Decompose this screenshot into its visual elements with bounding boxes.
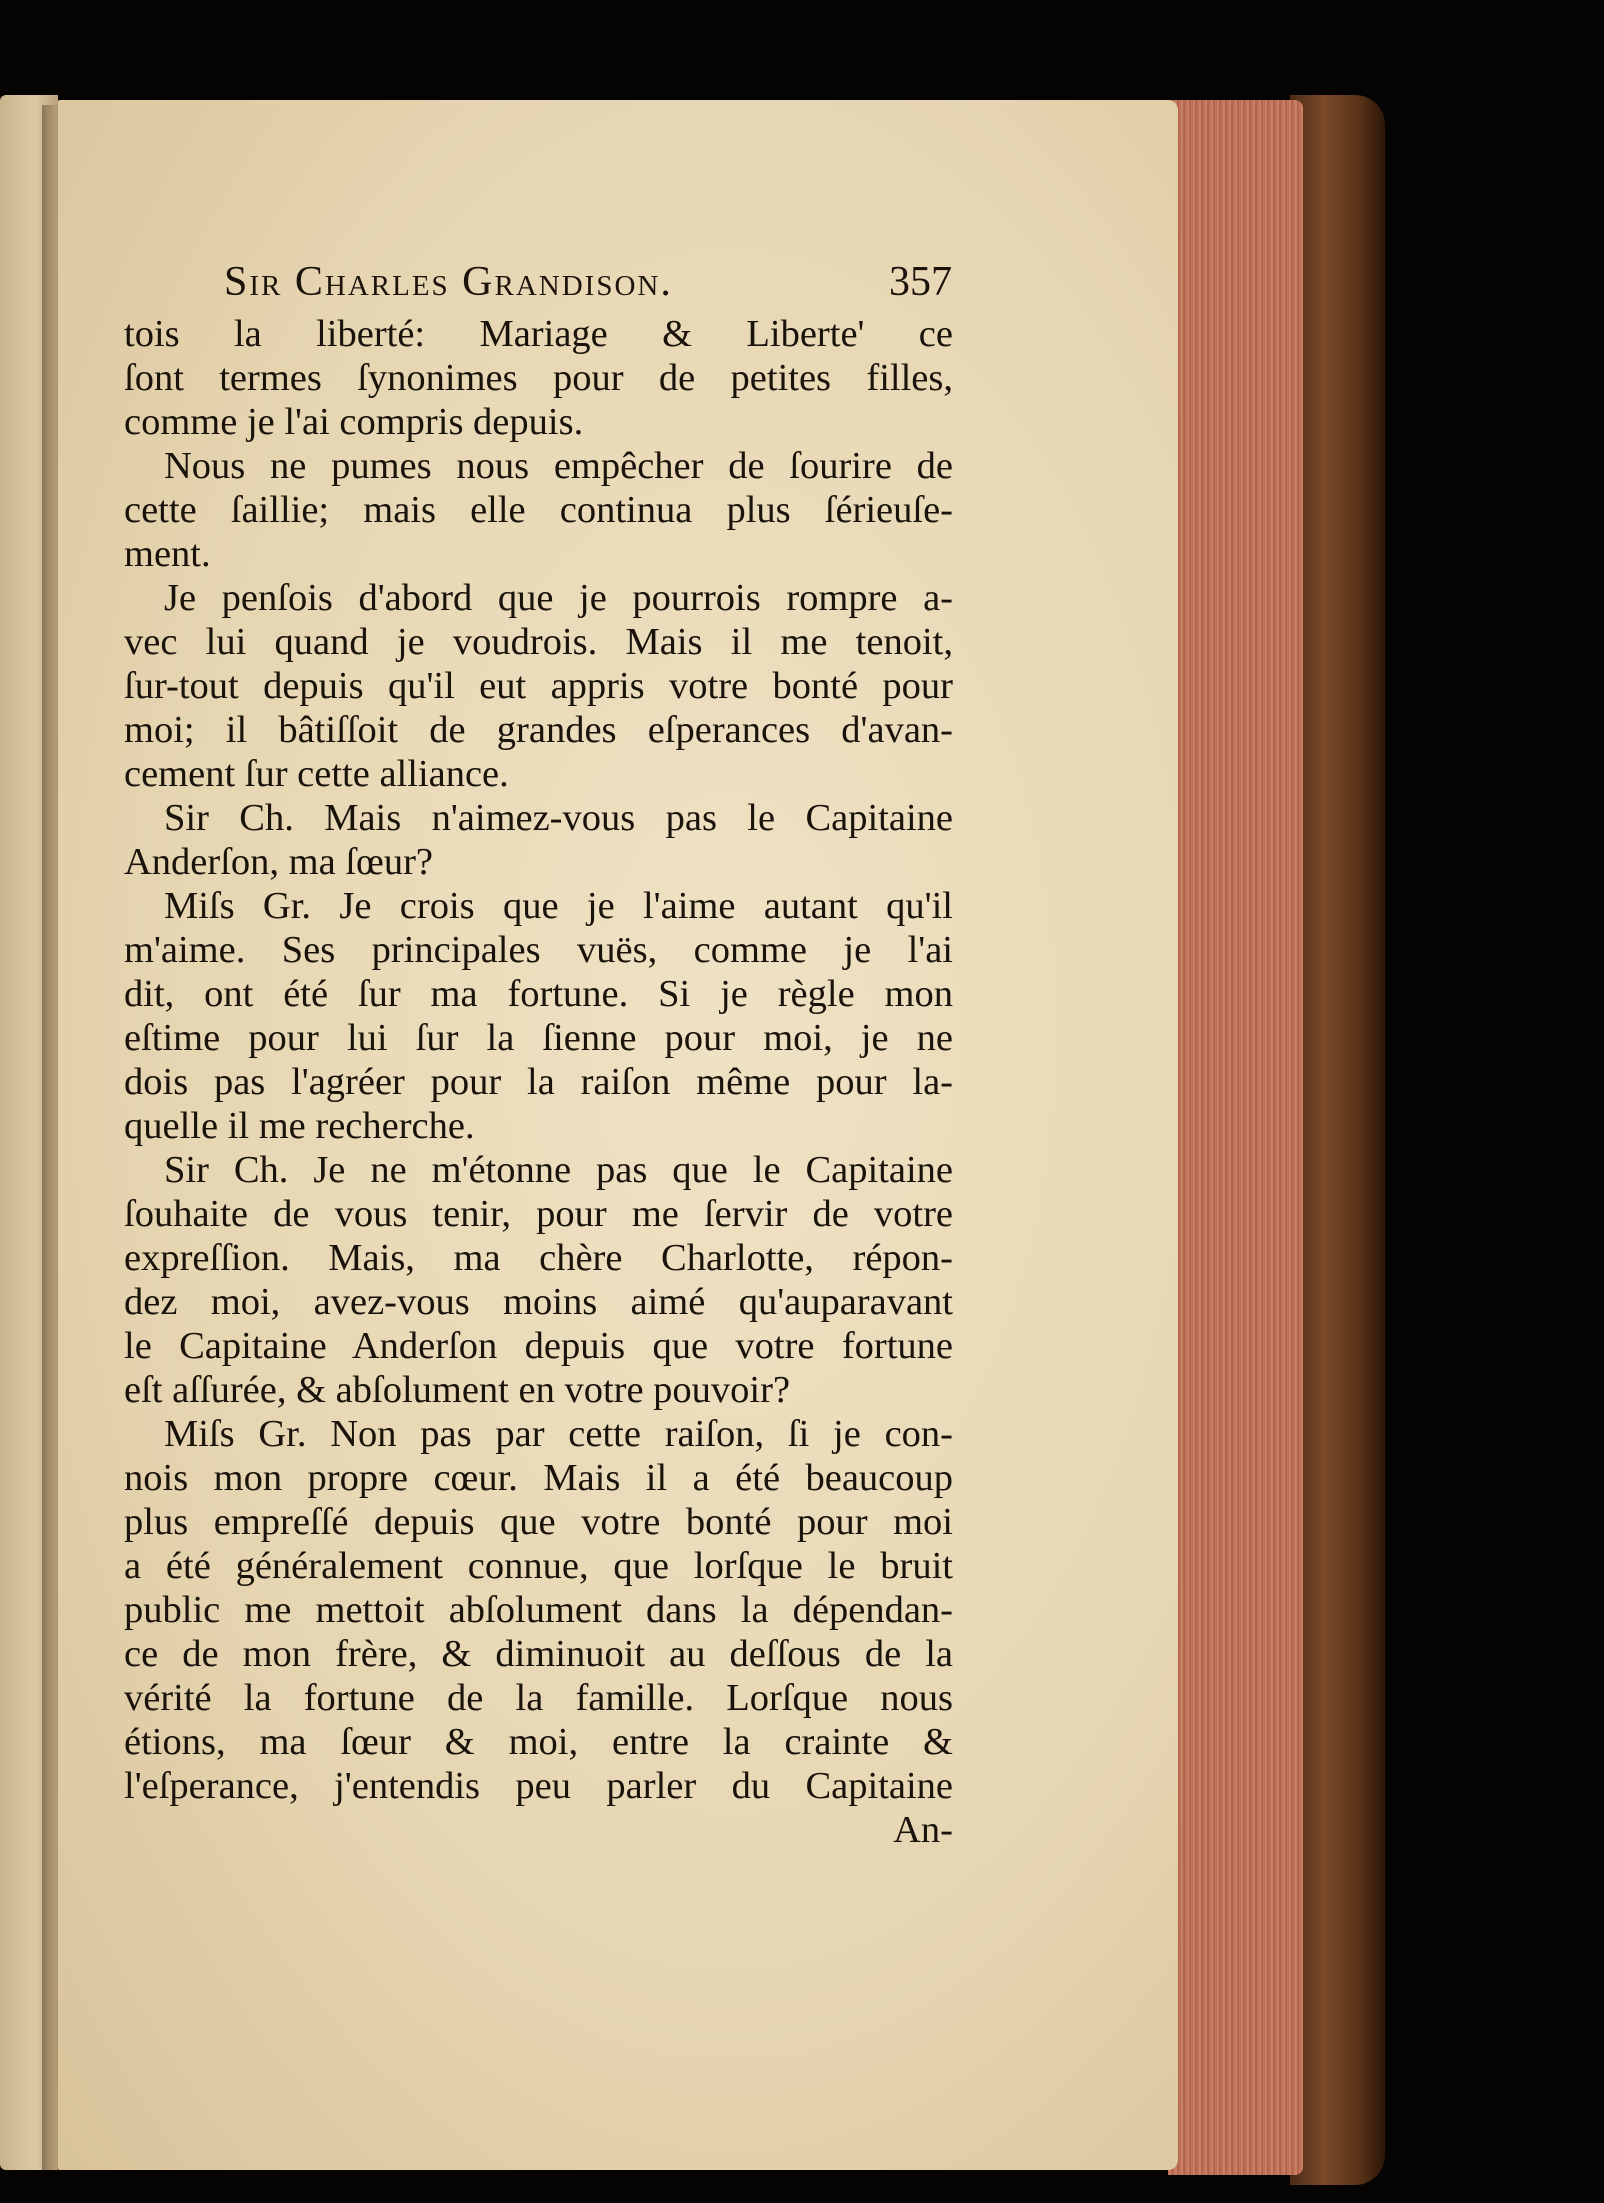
text-line: dois pas l'agréer pour la raiſon même pour la- bbox=[124, 1061, 953, 1103]
text-line: étions, ma ſœur & moi, entre la crainte & bbox=[124, 1721, 953, 1763]
text-line: vec lui quand je voudrois. Mais il me tenoit, bbox=[124, 621, 953, 663]
text-line: vérité la fortune de la famille. Lorſque nous bbox=[124, 1677, 953, 1719]
text-line: a été généralement connue, que lorſque le bruit bbox=[124, 1545, 953, 1587]
text-line: Nous ne pumes nous empêcher de ſourire de bbox=[164, 445, 953, 487]
text-line: ſur-tout depuis qu'il eut appris votre bonté pour bbox=[124, 665, 953, 707]
text-line: le Capitaine Anderſon depuis que votre fortune bbox=[124, 1325, 953, 1367]
text-line: ce de mon frère, & diminuoit au deſſous de la bbox=[124, 1633, 953, 1675]
text-line: eſt aſſurée, & abſolument en votre pouvoir? bbox=[124, 1369, 791, 1411]
text-line: dez moi, avez-vous moins aimé qu'auparavant bbox=[124, 1281, 953, 1323]
text-line: l'eſperance, j'entendis peu parler du Capitaine bbox=[124, 1765, 953, 1807]
text-line: plus empreſſé depuis que votre bonté pour moi bbox=[124, 1501, 953, 1543]
text-line: Je penſois d'abord que je pourrois rompre a- bbox=[164, 577, 953, 619]
text-line: nois mon propre cœur. Mais il a été beaucoup bbox=[124, 1457, 953, 1499]
text-line: Miſs Gr. Je crois que je l'aime autant qu'il bbox=[164, 885, 953, 927]
text-line: public me mettoit abſolument dans la dépendan- bbox=[124, 1589, 953, 1631]
text-line: quelle il me recherche. bbox=[124, 1105, 475, 1147]
catchword: An- bbox=[893, 1809, 953, 1851]
text-line: ſouhaite de vous tenir, pour me ſervir de votre bbox=[124, 1193, 953, 1235]
text-line: ſont termes ſynonimes pour de petites filles, bbox=[124, 357, 953, 399]
text-line: expreſſion. Mais, ma chère Charlotte, répon- bbox=[124, 1237, 953, 1279]
body-text bbox=[124, 312, 953, 1852]
text-line: cement ſur cette alliance. bbox=[124, 753, 509, 795]
book-cover bbox=[1290, 95, 1385, 2185]
text-line: eſtime pour lui ſur la ſienne pour moi, je ne bbox=[124, 1017, 953, 1059]
page-number: 357 bbox=[889, 259, 952, 305]
text-line: Sir Ch. Je ne m'étonne pas que le Capitaine bbox=[164, 1149, 953, 1191]
text-line: Miſs Gr. Non pas par cette raiſon, ſi je con- bbox=[164, 1413, 953, 1455]
text-line: cette ſaillie; mais elle continua plus ſérieuſe- bbox=[124, 489, 953, 531]
text-line: Sir Ch. Mais n'aimez-vous pas le Capitaine bbox=[164, 797, 953, 839]
running-header bbox=[224, 258, 952, 308]
text-line: tois la liberté: Mariage & Liberte' ce bbox=[124, 313, 953, 355]
text-line: m'aime. Ses principales vuës, comme je l'ai bbox=[124, 929, 953, 971]
running-title: Sir Charles Grandison. bbox=[224, 259, 673, 305]
page-edges bbox=[1168, 100, 1303, 2175]
text-line: Anderſon, ma ſœur? bbox=[124, 841, 433, 883]
text-line: ment. bbox=[124, 533, 211, 575]
text-line: comme je l'ai compris depuis. bbox=[124, 401, 584, 443]
text-line: moi; il bâtiſſoit de grandes eſperances d'avan- bbox=[124, 709, 953, 751]
text-line: dit, ont été ſur ma fortune. Si je règle mon bbox=[124, 973, 953, 1015]
